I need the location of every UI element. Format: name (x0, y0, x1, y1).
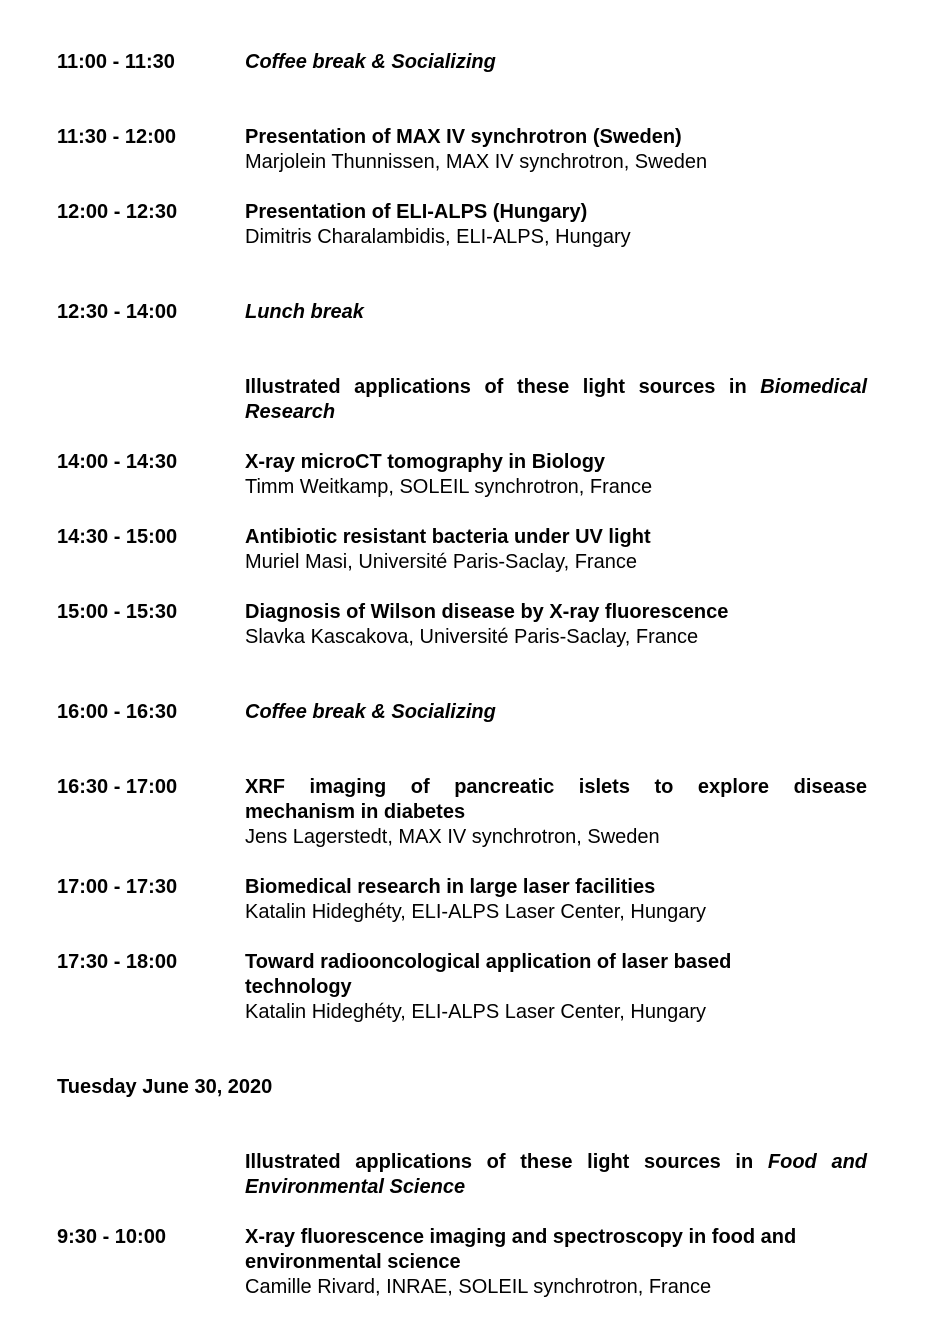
time-slot: 14:00 - 14:30 (57, 451, 178, 473)
talk-details (245, 775, 867, 850)
title-line: Diagnosis of Wilson disease by X-ray fluorescence (245, 601, 729, 623)
title-line: X-ray microCT tomography in Biology (245, 451, 606, 473)
schedule-row-date-header (0, 1075, 925, 1100)
time-slot: 17:30 - 18:00 (57, 951, 178, 973)
time-slot: 12:00 - 12:30 (57, 201, 178, 223)
schedule-row-talk (0, 450, 925, 500)
schedule-row-talk (0, 200, 925, 250)
title-line: Coffee break & Socializing (245, 701, 496, 723)
title-line: Research (245, 401, 336, 423)
speaker-line: Dimitris Charalambidis, ELI-ALPS, Hungary (245, 226, 631, 248)
day-date-heading: Tuesday June 30, 2020 (57, 1076, 273, 1098)
title-line: Environmental Science (245, 1176, 466, 1198)
speaker-line: Timm Weitkamp, SOLEIL synchrotron, France (245, 476, 653, 498)
schedule-row-talk (0, 875, 925, 925)
speaker-line: Camille Rivard, INRAE, SOLEIL synchrotron, France (245, 1276, 712, 1298)
title-line: Coffee break & Socializing (245, 51, 496, 73)
schedule-row-talk (0, 775, 925, 850)
title-line: mechanism in diabetes (245, 801, 466, 823)
title-line: environmental science (245, 1251, 461, 1273)
speaker-line: Slavka Kascakova, Université Paris-Saclay, France (245, 626, 699, 648)
talk-details (245, 600, 867, 650)
talk-details (245, 525, 867, 575)
break-label (245, 50, 867, 75)
speaker-line: Muriel Masi, Université Paris-Saclay, France (245, 551, 637, 573)
speaker-line: Katalin Hideghéty, ELI-ALPS Laser Center, Hungary (245, 1001, 706, 1023)
section-heading (245, 375, 867, 425)
talk-details (245, 125, 867, 175)
title-line: Presentation of MAX IV synchrotron (Sweden) (245, 126, 682, 148)
schedule-row-break (0, 700, 925, 725)
schedule-row-talk (0, 1225, 925, 1300)
talk-details (245, 200, 867, 250)
time-slot: 15:00 - 15:30 (57, 601, 178, 623)
schedule-row-talk (0, 950, 925, 1025)
talk-details (245, 950, 867, 1025)
title-line: XRF imaging of pancreatic islets to explore disease (245, 776, 867, 798)
title-line: technology (245, 976, 352, 998)
title-line: Toward radiooncological application of laser based (245, 951, 732, 973)
break-label (245, 300, 867, 325)
speaker-line: Katalin Hideghéty, ELI-ALPS Laser Center, Hungary (245, 901, 706, 923)
section-heading (245, 1150, 867, 1200)
time-slot: 12:30 - 14:00 (57, 301, 178, 323)
title-line: X-ray fluorescence imaging and spectroscopy in food and (245, 1226, 797, 1248)
schedule-row-talk (0, 125, 925, 175)
schedule (0, 50, 925, 1300)
schedule-row-section-header (0, 375, 925, 425)
time-slot: 11:00 - 11:30 (57, 51, 175, 73)
talk-details (245, 1225, 867, 1300)
time-slot: 16:00 - 16:30 (57, 701, 178, 723)
schedule-row-talk (0, 600, 925, 650)
schedule-row-break (0, 50, 925, 75)
title-line: Antibiotic resistant bacteria under UV light (245, 526, 651, 548)
title-line: Illustrated applications of these light sources in Food and (245, 1151, 867, 1173)
schedule-row-section-header (0, 1150, 925, 1200)
time-slot: 17:00 - 17:30 (57, 876, 178, 898)
title-line: Presentation of ELI-ALPS (Hungary) (245, 201, 588, 223)
time-slot: 16:30 - 17:00 (57, 776, 178, 798)
time-slot: 9:30 - 10:00 (57, 1226, 166, 1248)
time-slot: 14:30 - 15:00 (57, 526, 178, 548)
talk-details (245, 875, 867, 925)
talk-details (245, 450, 867, 500)
title-line: Biomedical research in large laser facilities (245, 876, 656, 898)
title-line: Lunch break (245, 301, 364, 323)
schedule-row-break (0, 300, 925, 325)
speaker-line: Marjolein Thunnissen, MAX IV synchrotron, Sweden (245, 151, 708, 173)
title-line: Illustrated applications of these light sources in Biomedical (245, 376, 867, 398)
speaker-line: Jens Lagerstedt, MAX IV synchrotron, Sweden (245, 826, 660, 848)
break-label (245, 700, 867, 725)
schedule-row-talk (0, 525, 925, 575)
time-slot: 11:30 - 12:00 (57, 126, 176, 148)
